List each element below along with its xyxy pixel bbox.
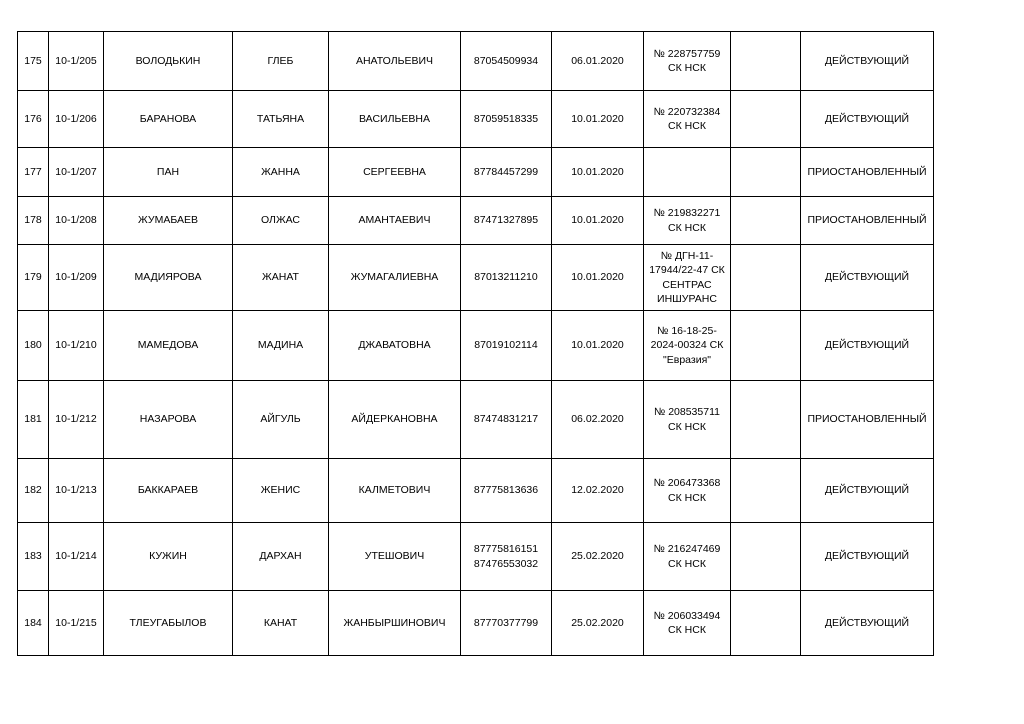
row-number-cell: 182 (18, 459, 49, 523)
date-cell: 10.01.2020 (552, 311, 644, 381)
empty-cell (731, 381, 801, 459)
phone-cell: 87471327895 (461, 197, 552, 245)
empty-cell (731, 197, 801, 245)
row-number-cell: 181 (18, 381, 49, 459)
empty-cell (731, 523, 801, 591)
policy-cell: № 208535711 СК НСК (644, 381, 731, 459)
registration-number-cell: 10-1/213 (49, 459, 104, 523)
last-name-cell: МАМЕДОВА (104, 311, 233, 381)
policy-cell: № 216247469 СК НСК (644, 523, 731, 591)
phone-cell: 87775813636 (461, 459, 552, 523)
patronymic-cell: АНАТОЛЬЕВИЧ (329, 32, 461, 91)
policy-cell: № 206033494 СК НСК (644, 591, 731, 656)
status-cell: ДЕЙСТВУЮЩИЙ (801, 523, 934, 591)
date-cell: 10.01.2020 (552, 91, 644, 148)
phone-cell: 87775816151 87476553032 (461, 523, 552, 591)
status-cell: ДЕЙСТВУЮЩИЙ (801, 245, 934, 311)
table-row (18, 91, 934, 148)
date-cell: 10.01.2020 (552, 197, 644, 245)
table-row (18, 459, 934, 523)
status-cell: ПРИОСТАНОВЛЕННЫЙ (801, 197, 934, 245)
row-number-cell: 176 (18, 91, 49, 148)
registry-table (17, 31, 934, 656)
table-row (18, 381, 934, 459)
last-name-cell: ПАН (104, 148, 233, 197)
table-row (18, 311, 934, 381)
empty-cell (731, 32, 801, 91)
status-cell: ДЕЙСТВУЮЩИЙ (801, 591, 934, 656)
last-name-cell: БАККАРАЕВ (104, 459, 233, 523)
first-name-cell: ГЛЕБ (233, 32, 329, 91)
patronymic-cell: ДЖАВАТОВНА (329, 311, 461, 381)
policy-cell (644, 148, 731, 197)
registration-number-cell: 10-1/214 (49, 523, 104, 591)
date-cell: 06.01.2020 (552, 32, 644, 91)
registration-number-cell: 10-1/208 (49, 197, 104, 245)
first-name-cell: АЙГУЛЬ (233, 381, 329, 459)
status-cell: ПРИОСТАНОВЛЕННЫЙ (801, 381, 934, 459)
row-number-cell: 184 (18, 591, 49, 656)
registration-number-cell: 10-1/215 (49, 591, 104, 656)
registration-number-cell: 10-1/205 (49, 32, 104, 91)
first-name-cell: ЖАННА (233, 148, 329, 197)
date-cell: 10.01.2020 (552, 245, 644, 311)
registry-body (18, 32, 934, 656)
row-number-cell: 178 (18, 197, 49, 245)
registration-number-cell: 10-1/210 (49, 311, 104, 381)
status-cell: ДЕЙСТВУЮЩИЙ (801, 91, 934, 148)
phone-cell: 87019102114 (461, 311, 552, 381)
row-number-cell: 177 (18, 148, 49, 197)
last-name-cell: ЖУМАБАЕВ (104, 197, 233, 245)
empty-cell (731, 311, 801, 381)
patronymic-cell: КАЛМЕТОВИЧ (329, 459, 461, 523)
row-number-cell: 183 (18, 523, 49, 591)
table-row (18, 148, 934, 197)
last-name-cell: ВОЛОДЬКИН (104, 32, 233, 91)
policy-cell: № 16-18-25-2024-00324 СК "Евразия" (644, 311, 731, 381)
last-name-cell: КУЖИН (104, 523, 233, 591)
last-name-cell: НАЗАРОВА (104, 381, 233, 459)
phone-cell: 87474831217 (461, 381, 552, 459)
first-name-cell: ТАТЬЯНА (233, 91, 329, 148)
date-cell: 10.01.2020 (552, 148, 644, 197)
patronymic-cell: СЕРГЕЕВНА (329, 148, 461, 197)
status-cell: ДЕЙСТВУЮЩИЙ (801, 311, 934, 381)
patronymic-cell: АЙДЕРКАНОВНА (329, 381, 461, 459)
table-row (18, 197, 934, 245)
policy-cell: № 206473368 СК НСК (644, 459, 731, 523)
registration-number-cell: 10-1/209 (49, 245, 104, 311)
first-name-cell: ДАРХАН (233, 523, 329, 591)
first-name-cell: ЖЕНИС (233, 459, 329, 523)
table-row (18, 523, 934, 591)
empty-cell (731, 459, 801, 523)
date-cell: 25.02.2020 (552, 523, 644, 591)
first-name-cell: КАНАТ (233, 591, 329, 656)
phone-cell: 87059518335 (461, 91, 552, 148)
empty-cell (731, 91, 801, 148)
last-name-cell: ТЛЕУГАБЫЛОВ (104, 591, 233, 656)
phone-cell: 87770377799 (461, 591, 552, 656)
table-row (18, 591, 934, 656)
phone-cell: 87013211210 (461, 245, 552, 311)
last-name-cell: БАРАНОВА (104, 91, 233, 148)
policy-cell: № ДГН-11-17944/22-47 СК СЕНТРАС ИНШУРАНС (644, 245, 731, 311)
patronymic-cell: ЖУМАГАЛИЕВНА (329, 245, 461, 311)
empty-cell (731, 245, 801, 311)
policy-cell: № 220732384 СК НСК (644, 91, 731, 148)
row-number-cell: 180 (18, 311, 49, 381)
last-name-cell: МАДИЯРОВА (104, 245, 233, 311)
policy-cell: № 219832271 СК НСК (644, 197, 731, 245)
patronymic-cell: ВАСИЛЬЕВНА (329, 91, 461, 148)
first-name-cell: МАДИНА (233, 311, 329, 381)
row-number-cell: 175 (18, 32, 49, 91)
empty-cell (731, 148, 801, 197)
status-cell: ДЕЙСТВУЮЩИЙ (801, 459, 934, 523)
registration-number-cell: 10-1/212 (49, 381, 104, 459)
empty-cell (731, 591, 801, 656)
patronymic-cell: АМАНТАЕВИЧ (329, 197, 461, 245)
date-cell: 12.02.2020 (552, 459, 644, 523)
first-name-cell: ОЛЖАС (233, 197, 329, 245)
phone-cell: 87784457299 (461, 148, 552, 197)
date-cell: 25.02.2020 (552, 591, 644, 656)
table-row (18, 245, 934, 311)
status-cell: ДЕЙСТВУЮЩИЙ (801, 32, 934, 91)
phone-cell: 87054509934 (461, 32, 552, 91)
status-cell: ПРИОСТАНОВЛЕННЫЙ (801, 148, 934, 197)
patronymic-cell: ЖАНБЫРШИНОВИЧ (329, 591, 461, 656)
first-name-cell: ЖАНАТ (233, 245, 329, 311)
policy-cell: № 228757759 СК НСК (644, 32, 731, 91)
table-row (18, 32, 934, 91)
registration-number-cell: 10-1/206 (49, 91, 104, 148)
row-number-cell: 179 (18, 245, 49, 311)
date-cell: 06.02.2020 (552, 381, 644, 459)
patronymic-cell: УТЕШОВИЧ (329, 523, 461, 591)
registration-number-cell: 10-1/207 (49, 148, 104, 197)
